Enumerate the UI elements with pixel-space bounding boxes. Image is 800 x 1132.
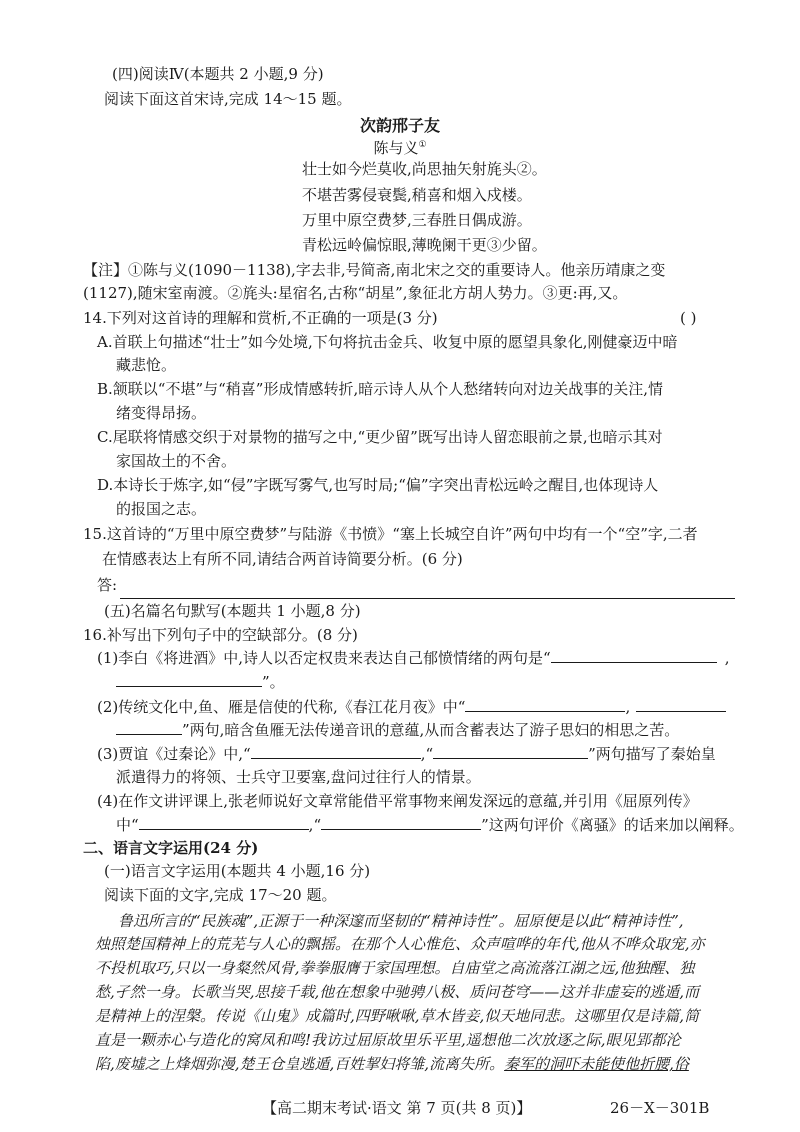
passage-line: 愁,孑然一身。长歌当哭,思接千载,他在想象中驰骋八极、质问苍穹——这并非虚妄的逃遁,而	[95, 983, 700, 1001]
poem-line: 壮士如今烂莫收,尚思抽矢射旄头②。	[302, 160, 547, 178]
option-d-cont: 的报国之志。	[116, 500, 207, 518]
fill-text: ”这两句评价《离骚》的话来加以阐释。	[481, 816, 744, 834]
option-c: C.尾联将情感交织于对景物的描写之中,“更少留”既写出诗人留恋眼前之景,也暗示其对	[97, 428, 663, 446]
instruction-text: 阅读下面的文字,完成 17～20 题。	[104, 886, 337, 904]
instruction-text: 阅读下面这首宋诗,完成 14～15 题。	[104, 90, 352, 108]
fill-text: “	[425, 745, 434, 763]
answer-label: 答:	[97, 576, 118, 594]
section-heading: (五)名篇名句默写(本题共 1 小题,8 分)	[104, 602, 361, 620]
answer-paren: ( )	[680, 309, 697, 327]
fill-item-2	[97, 697, 726, 717]
fill-item-3	[97, 744, 716, 764]
poem-author	[0, 137, 800, 158]
section-heading: (一)语言文字运用(本题共 4 小题,16 分)	[104, 862, 371, 880]
fill-text: (1)李白《将进酒》中,诗人以否定权贵来表达自己郁愤情绪的两句是“	[97, 649, 551, 667]
option-d: D.本诗长于炼字,如“侵”字既写雾气,也写时局;“偏”字突出青松远岭之醒目,也体现诗人	[97, 476, 659, 494]
passage-underlined: 秦军的洞吓未能使他折腰,俗	[504, 1055, 689, 1073]
fill-text: ”两句描写了秦始皇	[588, 745, 716, 763]
poem-line: 青松远岭偏惊眼,薄晚阑干更③少留。	[302, 236, 547, 254]
fill-text: (3)贾谊《过秦论》中,“	[97, 745, 251, 763]
fill-blank[interactable]	[321, 815, 481, 830]
poem-title: 次韵邢子友	[359, 116, 440, 135]
part-heading: 二、语言文字运用(24 分)	[83, 839, 259, 857]
fill-blank[interactable]	[465, 697, 625, 712]
passage-line	[95, 1053, 689, 1074]
option-b: B.颔联以“不堪”与“稍喜”形成情感转折,暗示诗人从个人愁绪转向对边关战事的关注,情	[97, 380, 664, 398]
option-b-cont: 绪变得昂扬。	[116, 404, 207, 422]
section-heading: (四)阅读Ⅳ(本题共 2 小题,9 分)	[112, 65, 324, 83]
footnote-mark: ①	[418, 140, 427, 150]
fill-blank[interactable]	[551, 648, 717, 663]
passage-line: 烛照楚国精神上的荒芜与人心的飘摇。在那个人心惟危、众声喧哗的年代,他从不哗众取宠,亦	[95, 935, 705, 953]
fill-blank[interactable]	[433, 744, 588, 759]
fill-item-4-cont	[116, 815, 744, 835]
fill-text: “	[313, 816, 322, 834]
passage-line: 鲁迅所言的“民族魂”,正源于一种深邃而坚韧的“精神诗性”。屈原便是以此“精神诗性”,	[118, 912, 684, 930]
fill-blank[interactable]	[251, 744, 421, 759]
fill-text: ”两句,暗含鱼雁无法传递音讯的意蕴,从而含蓄表达了游子思妇的相思之苦。	[182, 721, 680, 739]
fill-text: ,	[308, 816, 314, 834]
question-14-stem: 14.下列对这首诗的理解和赏析,不正确的一项是(3 分)	[83, 309, 438, 327]
fill-blank[interactable]	[116, 720, 182, 735]
fill-blank[interactable]	[636, 697, 726, 712]
poem-author-name: 陈与义	[373, 139, 419, 157]
question-15-line: 在情感表达上有所不同,请结合两首诗简要分析。(6 分)	[102, 550, 463, 568]
fill-blank[interactable]	[116, 672, 262, 687]
question-16-stem: 16.补写出下列句子中的空缺部分。(8 分)	[83, 626, 358, 644]
answer-blank[interactable]	[120, 598, 735, 599]
passage-line: 不投机取巧,只以一身粲然风骨,拳拳服膺于家国理想。自庙堂之高流落江湖之远,他独醒、独	[95, 959, 695, 977]
fill-item-1-cont	[116, 672, 285, 692]
passage-line: 是精神上的涅槃。传说《山鬼》成篇时,四野啾啾,草木皆妾,似天地同悲。这哪里仅是诗篇,简	[95, 1007, 700, 1025]
option-a: A.首联上句描述“壮士”如今处境,下句将抗击金兵、收复中原的愿望具象化,刚健豪迈中暗	[97, 333, 678, 351]
question-15-line: 15.这首诗的“万里中原空费梦”与陆游《书愤》“塞上长城空自许”两句中均有一个“空”字,二者	[83, 525, 698, 543]
fill-item-2-cont	[116, 720, 679, 740]
option-c-cont: 家国故土的不舍。	[116, 452, 237, 470]
note-line: (1127),随宋室南渡。②旄头:星宿名,古称“胡星”,象征北方胡人势力。③更:再,又。	[83, 284, 628, 302]
option-a-cont: 藏悲怆。	[116, 356, 177, 374]
poem-line: 万里中原空费梦,三春胜日偶成游。	[302, 211, 532, 229]
fill-text: ,	[724, 649, 730, 667]
fill-text: ”。	[262, 673, 285, 691]
note-line: 【注】①陈与义(1090－1138),字去非,号简斋,南北宋之交的重要诗人。他亲历靖康之变	[83, 261, 666, 279]
passage-line: 直是一颗赤心与造化的窝凤和鸣!我访过屈原故里乐平里,遥想他二次放逐之际,眼见郢都沦	[95, 1031, 681, 1049]
page-footer: 【高二期末考试·语文 第 7 页(共 8 页)】	[262, 1099, 532, 1117]
fill-text: 中“	[116, 816, 139, 834]
fill-blank[interactable]	[139, 815, 309, 830]
fill-text: (2)传统文化中,鱼、雁是信使的代称,《春江花月夜》中“	[97, 698, 466, 716]
fill-item-3-cont: 派遣得力的将领、士兵守卫要塞,盘问过往行人的情景。	[116, 768, 481, 786]
fill-item-4: (4)在作文讲评课上,张老师说好文章常能借平常事物来阐发深远的意蕴,并引用《屈原列传》	[97, 792, 698, 810]
fill-text: ,	[625, 698, 631, 716]
passage-text: 陷,废墟之上烽烟弥漫,楚王仓皇逃遁,百姓挈妇将雏,流离失所。	[95, 1055, 505, 1073]
fill-item-1	[97, 648, 729, 668]
paper-code: 26－X－301B	[610, 1099, 710, 1117]
poem-line: 不堪苦雾侵衰鬓,稍喜和烟入戍楼。	[302, 186, 532, 204]
fill-text: ,	[420, 745, 426, 763]
